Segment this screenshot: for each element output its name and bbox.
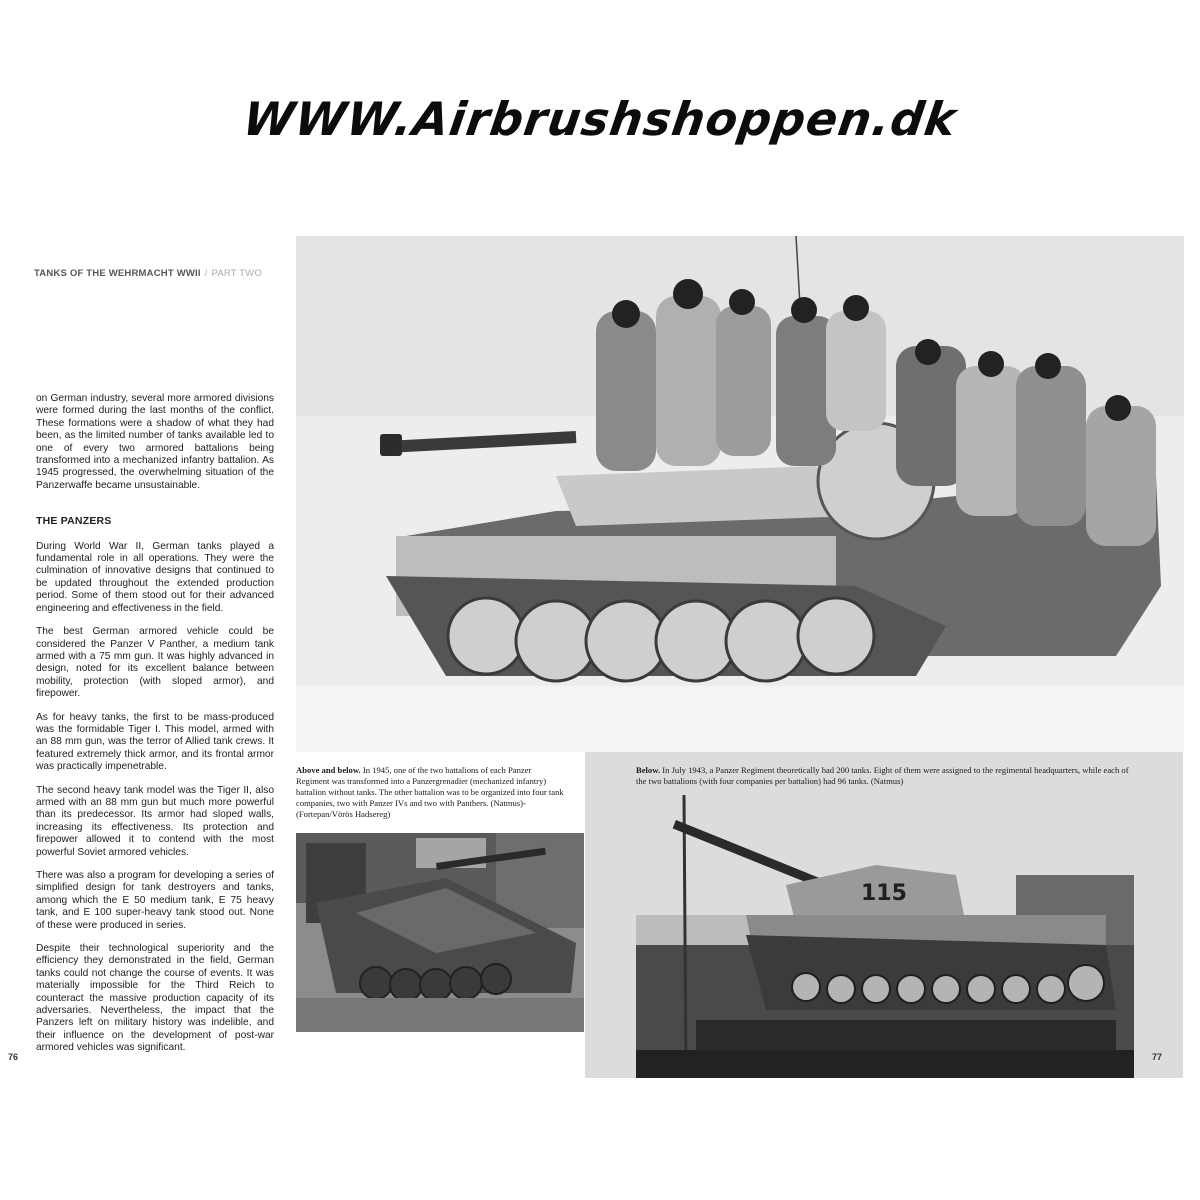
section-heading: THE PANZERS — [36, 515, 112, 528]
caption-right — [636, 765, 1136, 787]
tank-turret-number: 115 — [861, 881, 907, 906]
caption-left-lead: Above and below. — [296, 765, 361, 775]
caption-left-text: In 1945, one of the two battalions of each Panzer Regiment was transformed into a Panzergrenadier (mechanized infantry) battalion without tanks. The other battalion was to be organized into four tank companies, two with Panzer IVs and two with Panthers. (Natmus)-(Fortepan/Vörös Hadsereg) — [296, 765, 564, 819]
running-head — [34, 268, 262, 279]
body-paragraph: The best German armored vehicle could be considered the Panzer V Panther, a medium tank armed with a 75 mm gun. It was highly advanced in design, noted for its excellent balance between mobility, protection (with sloped armor), and firepower. — [36, 626, 274, 700]
page-number-right: 77 — [1152, 1052, 1163, 1062]
caption-right-text: In July 1943, a Panzer Regiment theoretically had 200 tanks. Eight of them were assigned to the regimental headquarters, while each of the two battalions (with four companies per battalion) had 96 tanks. (Natmus) — [636, 765, 1129, 786]
body-paragraph: The second heavy tank model was the Tiger II, also armed with an 88 mm gun but much more powerful than its predecessor. Its armor had sloped walls, increasing its effectiveness. Its protection and firepower allowed it to contend with the most powerful Soviet armored vehicles. — [36, 784, 274, 858]
running-head-separator: / — [204, 268, 208, 279]
caption-left — [296, 765, 566, 820]
body-paragraph: There was also a program for developing a series of simplified design for tank destroyers and tanks, among which the E 50 medium tank, E 75 heavy tank, and E 100 super-heavy tank stood out. None of these were produced in series. — [36, 870, 274, 931]
watermark-logo: WWW.Airbrushshoppen.dk — [239, 92, 961, 146]
caption-right-lead: Below. — [636, 765, 661, 775]
photo-destroyed-jagdpanther — [296, 833, 584, 1032]
photo-panzer-iv-railway — [636, 795, 1134, 1078]
body-text-column — [36, 393, 274, 1066]
running-head-title: TANKS OF THE WEHRMACHT WWII — [34, 268, 201, 279]
running-head-part: PART TWO — [211, 268, 263, 279]
body-paragraph: During World War II, German tanks played a fundamental role in all operations. They were the culmination of innovative designs that continued to be updated throughout the extended production period. Some of them stood out for their advanced engineering and effectiveness in the field. — [36, 540, 274, 614]
body-paragraph: As for heavy tanks, the first to be mass-produced was the formidable Tiger I. This model, armed with an 88 mm gun, was the terror of Allied tank crews. It featured extremely thick armor, and its frontal armor was practically impenetrable. — [36, 711, 274, 773]
body-paragraph: on German industry, several more armored divisions were formed during the last months of the conflict. These formations were a shadow of what they had been, as the limited number of tanks available led to one of every two armored battalions being transformed into a mechanized infantry battalion. As 1945 progressed, the overwhelming situation of the Panzerwaffe became unsustainable. — [36, 393, 274, 491]
page-number-left: 76 — [8, 1052, 19, 1062]
main-photo-panther — [296, 236, 1184, 752]
body-paragraph: Despite their technological superiority and the efficiency they demonstrated in the field, German tanks could not change the course of events. It was materially impossible for the Third Reich to counteract the massive production capacity of its adversaries. Nevertheless, the impact that the Panzers left on military history was indelible, and their influence on the development of post-war armored vehicles was significant. — [36, 943, 274, 1054]
